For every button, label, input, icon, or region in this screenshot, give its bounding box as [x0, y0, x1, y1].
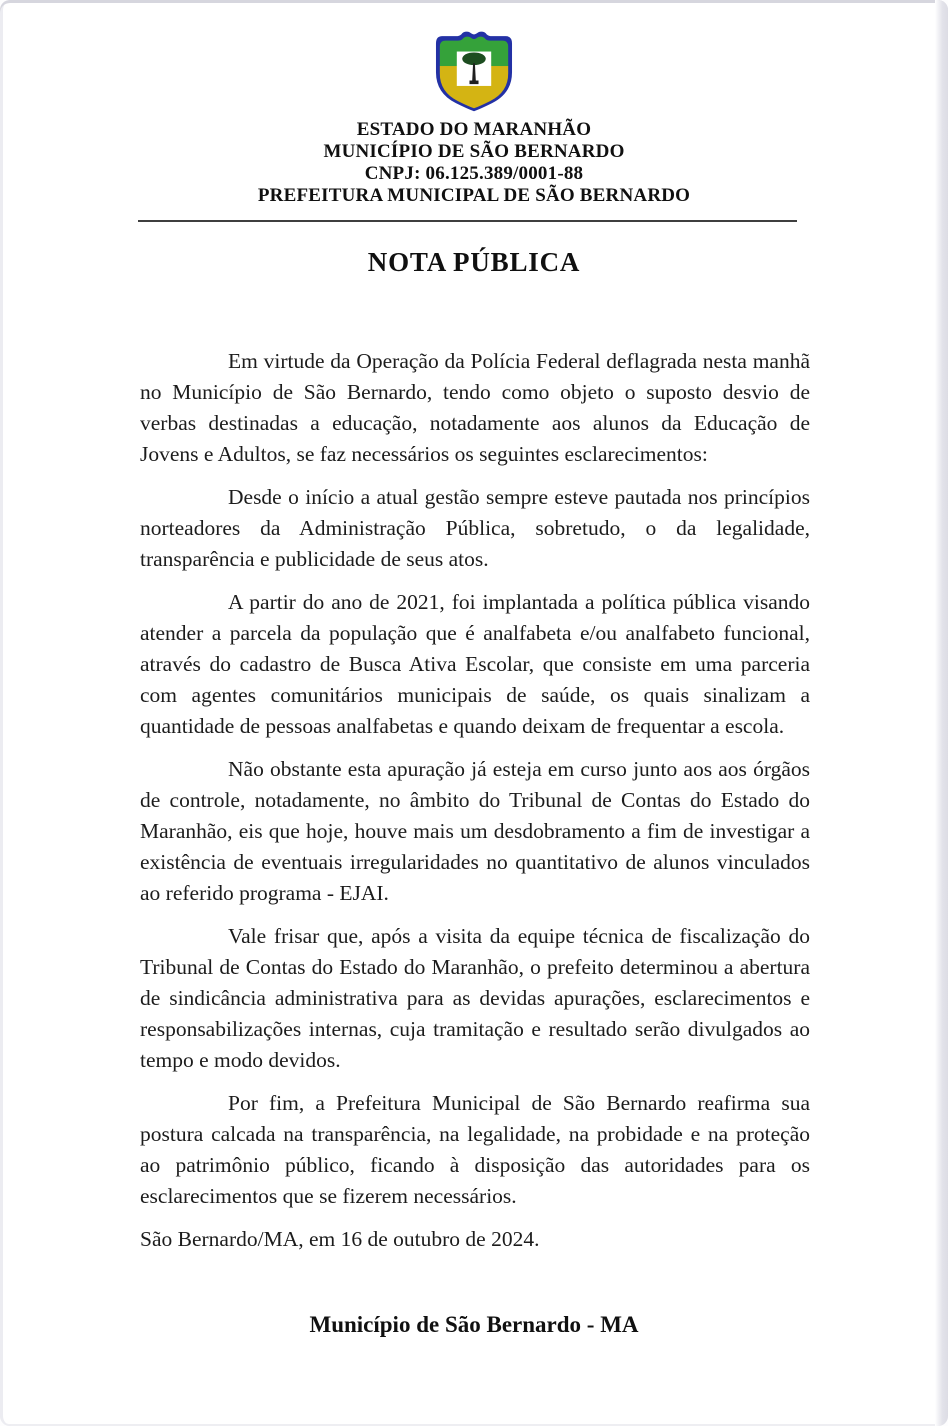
- letterhead-line-prefeitura: PREFEITURA MUNICIPAL DE SÃO BERNARDO: [257, 185, 691, 206]
- body-paragraph: Vale frisar que, após a visita da equipe técnica de fiscalização do Tribunal de Contas do Estado do Maranhão, o prefeito determinou a abertura de sindicância administrativa para as devidas apurações, esclarecimentos e responsabilizações internas, cuja tramitação e resultado serão divulgados ao tempo e modo devidos.: [140, 924, 810, 1072]
- date-line: São Bernardo/MA, em 16 de outubro de 2024.: [140, 1227, 540, 1251]
- document-title: NOTA PÚBLICA: [367, 247, 581, 277]
- body-paragraph: Não obstante esta apuração já esteja em curso junto aos aos órgãos de controle, notadamente, no âmbito do Tribunal de Contas do Estado do Maranhão, eis que hoje, houve mais um desdobramento a fim de investigar a existência de eventuais irregularidades no quantitativo de alunos vinculados ao referido programa - EJAI.: [140, 757, 810, 905]
- body-paragraph: A partir do ano de 2021, foi implantada a política pública visando atender a parcela da população que é analfabeta e/ou analfabeto funcional, através do cadastro de Busca Ativa Escolar, que consiste em uma parceria com agentes comunitários municipais de saúde, os quais sinalizam a quantidade de pessoas analfabetas e quando deixam de frequentar a escola.: [140, 590, 810, 738]
- palm-tree-crown: [462, 52, 486, 65]
- body-paragraph: Em virtude da Operação da Polícia Federal deflagrada nesta manhã no Município de São Bernardo, tendo como objeto o suposto desvio de verbas destinadas a educação, notadamente aos alunos da Educação de Jovens e Adultos, se faz necessários os seguintes esclarecimentos:: [140, 349, 810, 466]
- body-paragraph: Desde o início a atual gestão sempre esteve pautada nos princípios norteadores da Administração Pública, sobretudo, o da legalidade, transparência e publicidade de seus atos.: [140, 485, 810, 571]
- letterhead-line-cnpj: CNPJ: 06.125.389/0001-88: [364, 163, 584, 184]
- letterhead-line-municipality: MUNICÍPIO DE SÃO BERNARDO: [323, 141, 625, 162]
- body-paragraph: Por fim, a Prefeitura Municipal de São Bernardo reafirma sua postura calcada na transparência, na legalidade, na probidade e na proteção ao patrimônio público, ficando à disposição das autoridades para os esclarecimentos que se fizerem necessários.: [140, 1091, 810, 1208]
- letterhead-line-state: ESTADO DO MARANHÃO: [356, 119, 592, 140]
- letterhead: [0, 0, 948, 207]
- header-divider: [138, 220, 797, 222]
- coat-of-arms-icon: [427, 28, 521, 114]
- footer-signature: Município de São Bernardo - MA: [309, 1312, 639, 1337]
- document-body: [140, 346, 810, 1212]
- page-right-edge: [935, 0, 948, 1426]
